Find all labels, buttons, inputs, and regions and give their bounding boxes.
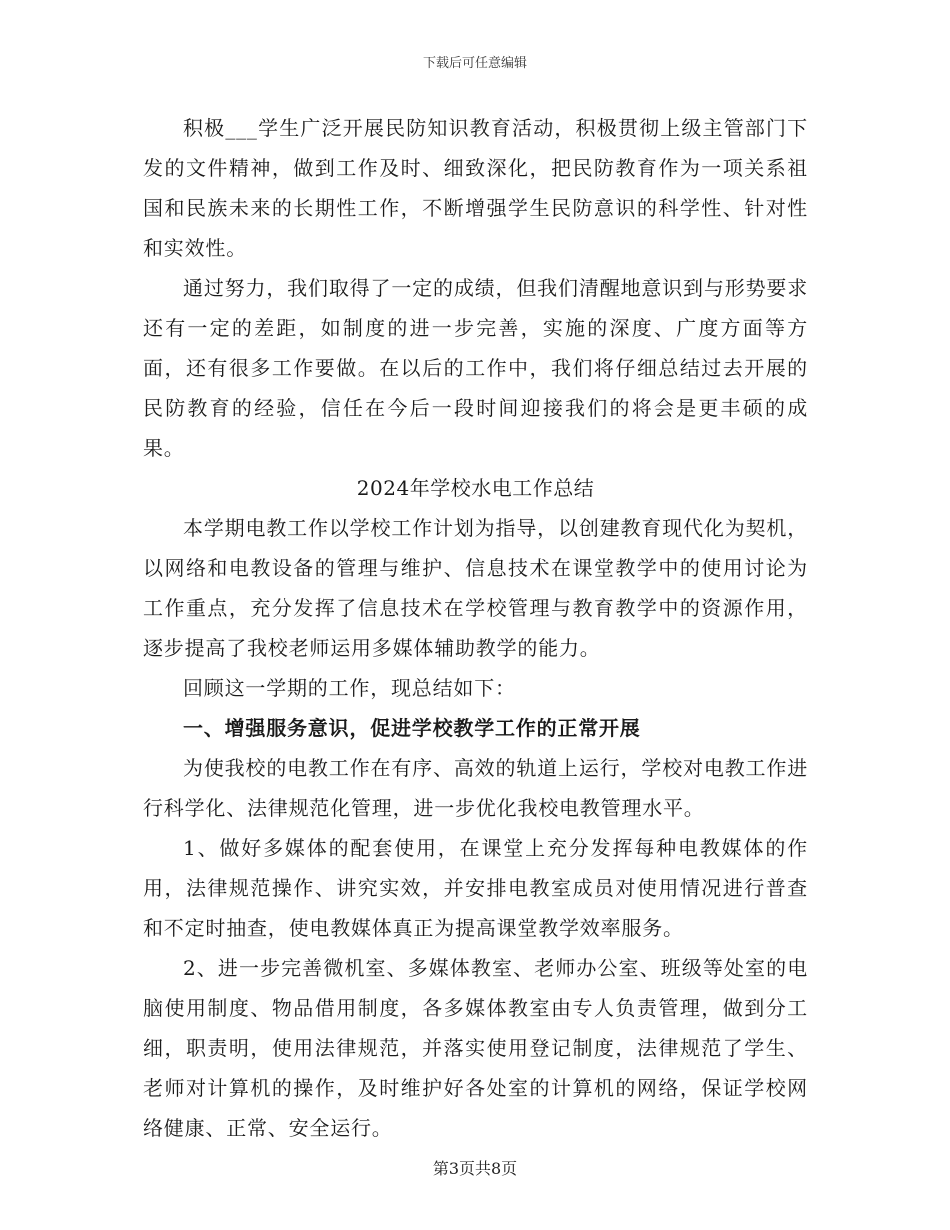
document-body	[143, 108, 808, 1148]
section-heading-1: 一、增强服务意识，促进学校教学工作的正常开展	[183, 716, 641, 740]
paragraph-review-intro: 回顾这一学期的工作，现总结如下：	[183, 676, 516, 700]
paragraph-civil-defense-activities: 积极___学生广泛开展民防知识教育活动，积极贯彻上级主管部门下发的文件精神，做到工作及时、细致深化，把民防教育作为一项关系祖国和民族未来的长期性工作，不断增强学生民防意识的科学性、针对性和实效性。	[143, 116, 808, 260]
page-number: 第3页共8页	[432, 1159, 518, 1178]
page-header-note: 下载后可任意编辑	[422, 56, 527, 71]
paragraph-av-education-overview: 本学期电教工作以学校工作计划为指导，以创建教育现代化为契机，以网络和电教设备的管理与维护、信息技术在课堂教学中的使用讨论为工作重点，充分发挥了信息技术在学校管理与教育教学中的资源作用，逐步提高了我校老师运用多媒体辅助教学的能力。	[143, 516, 808, 660]
document-title: 2024年学校水电工作总结	[356, 476, 595, 500]
paragraph-management: 为使我校的电教工作在有序、高效的轨道上运行，学校对电教工作进行科学化、法律规范化管理，进一步优化我校电教管理水平。	[143, 756, 808, 820]
paragraph-item-1: 1、做好多媒体的配套使用，在课堂上充分发挥每种电教媒体的作用，法律规范操作、讲究实效，并安排电教室成员对使用情况进行普查和不定时抽查，使电教媒体真正为提高课堂教学效率服务。	[143, 836, 808, 940]
paragraph-achievements: 通过努力，我们取得了一定的成绩，但我们清醒地意识到与形势要求还有一定的差距，如制度的进一步完善，实施的深度、广度方面等方面，还有很多工作要做。在以后的工作中，我们将仔细总结过去开展的民防教育的经验，信任在今后一段时间迎接我们的将会是更丰硕的成果。	[143, 276, 808, 460]
paragraph-item-2: 2、进一步完善微机室、多媒体教室、老师办公室、班级等处室的电脑使用制度、物品借用制度，各多媒体教室由专人负责管理，做到分工细，职责明，使用法律规范，并落实使用登记制度，法律规范了学生、老师对计算机的操作，及时维护好各处室的计算机的网络，保证学校网络健康、正常、安全运行。	[143, 956, 808, 1140]
